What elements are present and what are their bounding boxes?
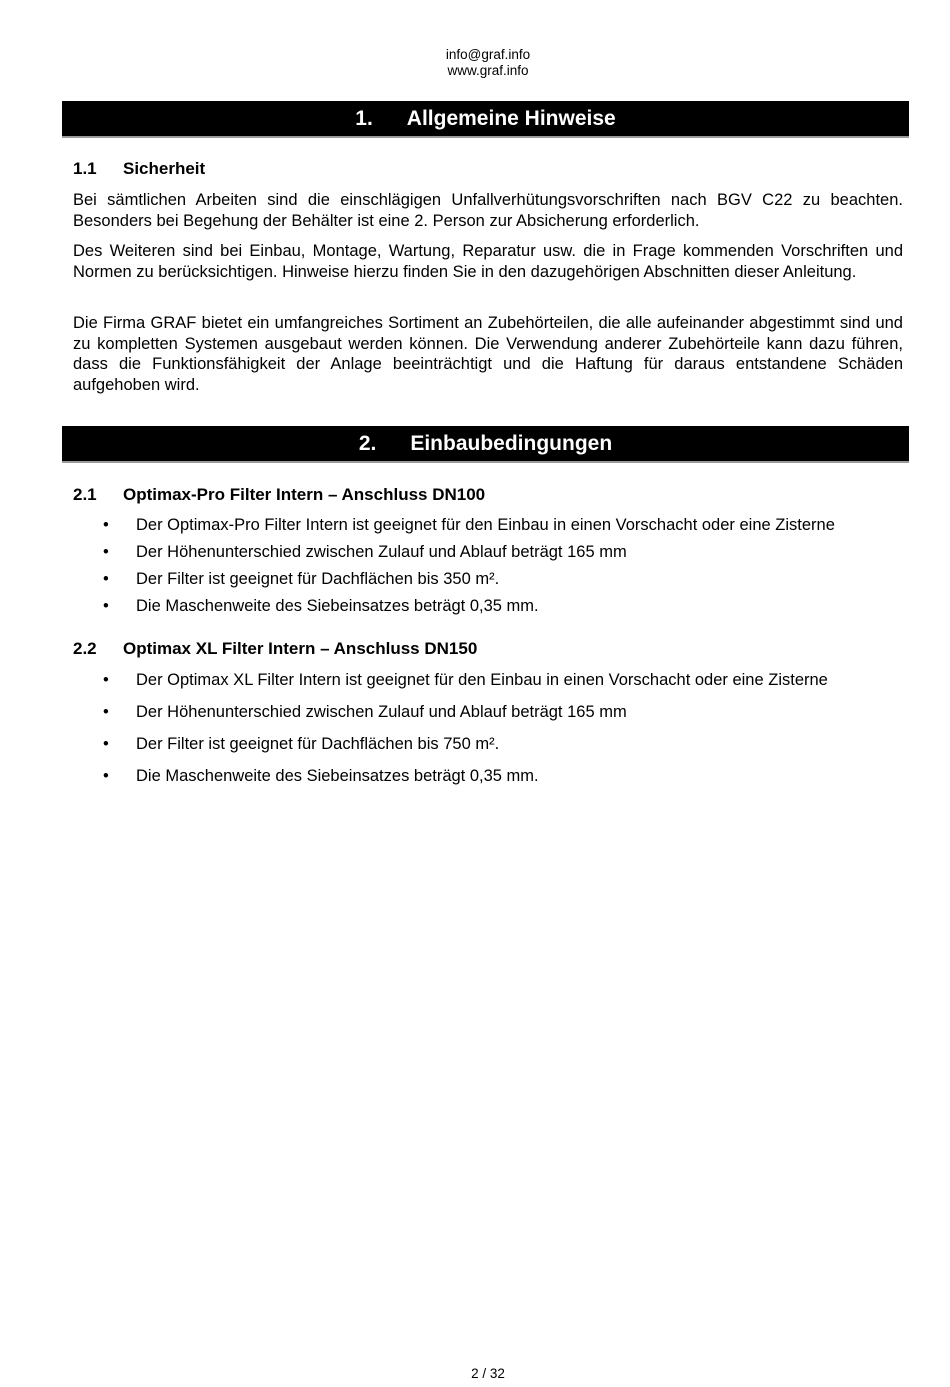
- bullet-icon: •: [103, 543, 109, 561]
- paragraph-safety-1: Bei sämtlichen Arbeiten sind die einschlägigen Unfallverhütungsvorschriften nach BGV C22 zu beachten. Besonders bei Begehung der Behälter ist eine 2. Person zur Absicherung erforderlich.: [73, 191, 903, 230]
- bullet-icon: •: [103, 767, 109, 785]
- header-website: www.graf.info: [447, 63, 529, 78]
- list-item: • Die Maschenweite des Siebeinsatzes beträgt 0,35 mm.: [103, 767, 539, 785]
- header-email: info@graf.info: [445, 47, 531, 62]
- subsection-2-2-title: Optimax XL Filter Intern – Anschluss DN150: [123, 639, 478, 658]
- subsection-2-1-heading: [73, 485, 485, 505]
- list-item: • Der Filter ist geeignet für Dachflächen bis 350 m².: [103, 570, 500, 588]
- subsection-1-1-heading: [73, 159, 205, 179]
- section-1-heading: [62, 101, 909, 136]
- paragraph-safety-3: Die Firma GRAF bietet ein umfangreiches Sortiment an Zubehörteilen, die alle aufeinander abgestimmt sind und zu kompletten Systemen ausgebaut werden können. Die Verwendung anderer Zubehörteile kann dazu führen, dass die Funktionsfähigkeit der Anlage beeinträchtigt und die Haftung für daraus entstandene Schäden aufgehoben wird.: [73, 314, 903, 394]
- bullet-icon: •: [103, 671, 109, 689]
- bullet-list-2-1: [103, 516, 835, 624]
- bullet-icon: •: [103, 516, 109, 534]
- list-item: • Die Maschenweite des Siebeinsatzes beträgt 0,35 mm.: [103, 597, 539, 615]
- header-contact: [0, 47, 950, 79]
- subsection-2-1-title: Optimax-Pro Filter Intern – Anschluss DN100: [123, 485, 486, 504]
- subsection-2-2-number: 2.2: [73, 639, 97, 658]
- section-2-title: Einbaubedingungen: [410, 432, 613, 455]
- list-item: • Der Filter ist geeignet für Dachflächen bis 750 m².: [103, 735, 500, 753]
- paragraph-safety-2: Des Weiteren sind bei Einbau, Montage, Wartung, Reparatur usw. die in Frage kommenden Vorschriften und Normen zu berücksichtigen. Hinweise hierzu finden Sie in den dazugehörigen Abschnitten dieser Anleitung.: [73, 242, 903, 281]
- bullet-icon: •: [103, 735, 109, 753]
- bullet-icon: •: [103, 597, 109, 615]
- bullet-list-2-2: [103, 671, 828, 799]
- list-item: • Der Optimax-Pro Filter Intern ist geeignet für den Einbau in einen Vorschacht oder eine Zisterne: [103, 516, 835, 534]
- list-item: • Der Höhenunterschied zwischen Zulauf und Ablauf beträgt 165 mm: [103, 543, 627, 561]
- list-item: • Der Optimax XL Filter Intern ist geeignet für den Einbau in einen Vorschacht oder eine Zisterne: [103, 671, 828, 689]
- list-item: • Der Höhenunterschied zwischen Zulauf und Ablauf beträgt 165 mm: [103, 703, 627, 721]
- page-number: 2 / 32: [471, 1366, 505, 1381]
- section-2-heading: [62, 426, 909, 461]
- section-1-number: 1.: [355, 107, 373, 130]
- section-1-title: Allgemeine Hinweise: [406, 107, 616, 130]
- subsection-1-1-title: Sicherheit: [123, 159, 206, 178]
- section-2-number: 2.: [358, 432, 377, 455]
- subsection-2-1-number: 2.1: [73, 485, 97, 504]
- subsection-2-2-heading: [73, 639, 477, 659]
- bullet-icon: •: [103, 703, 109, 721]
- bullet-icon: •: [103, 570, 109, 588]
- subsection-1-1-number: 1.1: [73, 159, 97, 178]
